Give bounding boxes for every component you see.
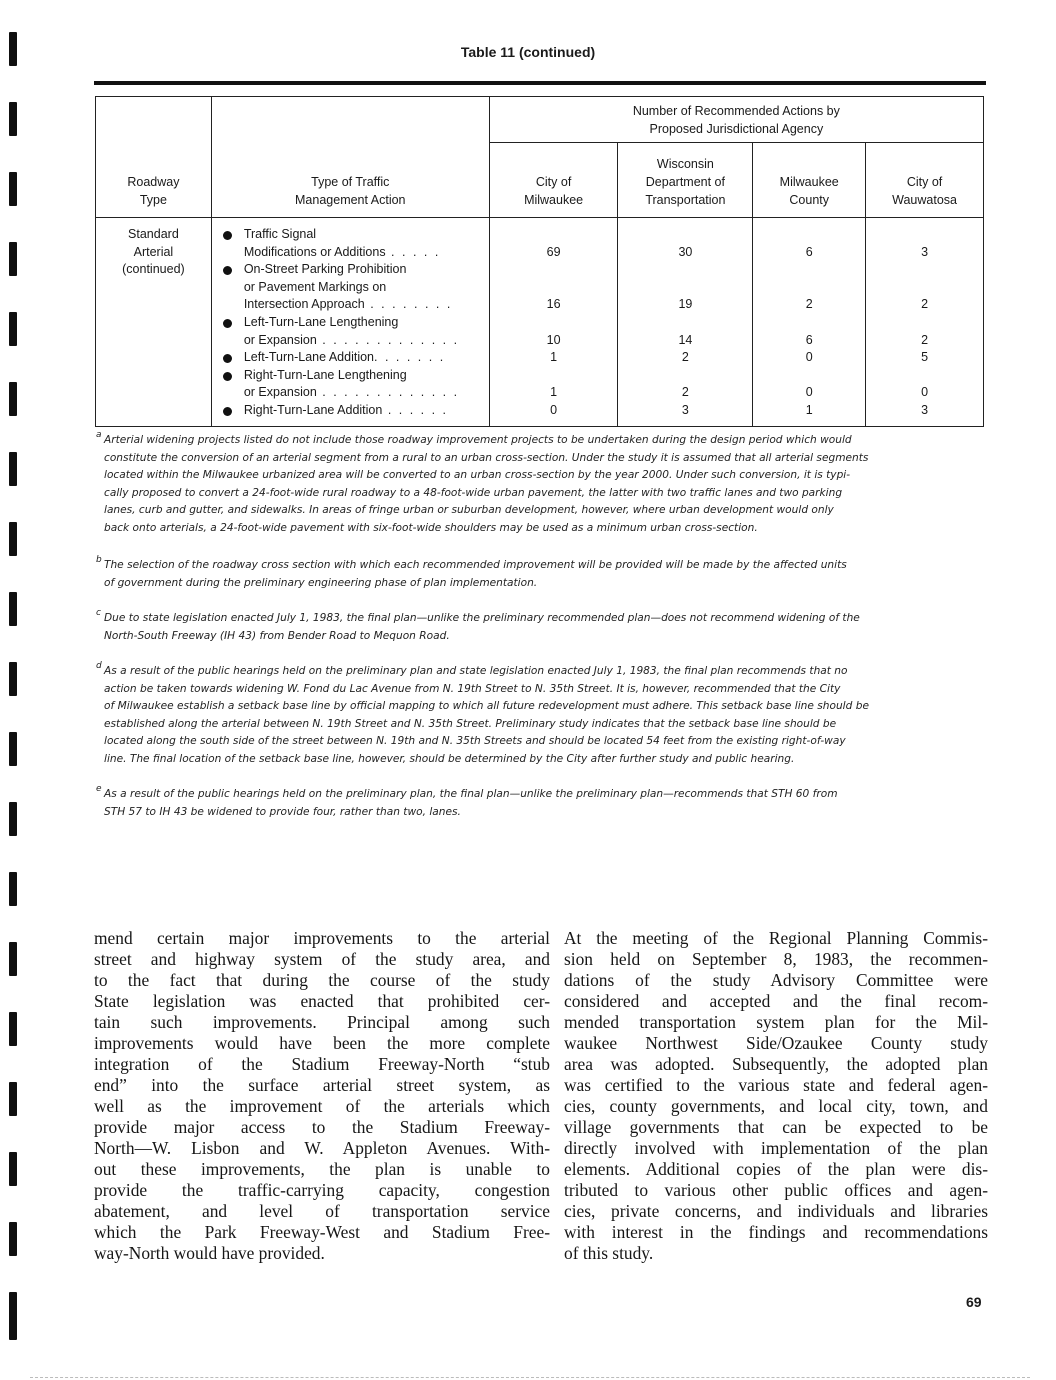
value-cell [490,226,618,244]
header-line: Wauwatosa [892,193,957,207]
dot-leader: . . . . . . . [374,350,446,365]
binder-mark [9,1012,17,1046]
action-text: or Pavement Markings on [243,279,387,294]
body-text-line: was certified to the various state and federal agen- [564,1075,988,1095]
header-line: Proposed Jurisdictional Agency [649,121,824,136]
value-cell [866,314,983,332]
body-text-line: At the meeting of the Regional Planning Commis- [564,928,988,948]
bullet-icon [223,354,232,363]
value-cell: 14 [678,332,693,347]
body-text-line: considered and accepted and the final recom- [564,991,988,1011]
binder-mark [9,942,17,976]
body-text-line: integration of the Stadium Freeway-North “stub [94,1054,550,1074]
body-text-right-column [564,928,988,1264]
binder-mark [9,172,17,206]
action-line [212,261,489,279]
action-line [212,314,489,332]
bullet-icon [223,266,232,275]
roadway-type-cell [96,218,212,427]
value-cell [753,367,865,385]
value-cell [753,261,865,279]
binder-mark [9,802,17,836]
value-cell: 3 [921,244,929,259]
values-wisdot [618,218,753,427]
binder-mark [9,382,17,416]
action-text: Modifications or Additions [243,244,386,259]
action-line [212,402,489,420]
footnote-line: As a result of the public hearings held on the preliminary plan, the final plan—unlike the preliminary plan—recommends that STH 60 from [104,788,838,800]
dot-leader: . . . . . . [382,402,449,417]
header-line: Type of Traffic [311,175,390,189]
value-cell [618,279,752,297]
value-cell [866,261,983,279]
value-cell [490,367,618,385]
header-line: Roadway [127,175,180,189]
value-cell: 0 [805,385,813,400]
header-line: Department of [645,175,725,189]
body-text-line: abatement, and level of transportation service [94,1201,550,1221]
value-cell: 3 [921,402,929,417]
action-line [212,296,489,314]
body-text-line: to the fact that during the course of the study [94,970,550,990]
binder-mark [9,522,17,556]
header-line: Number of Recommended Actions by [632,103,840,118]
header-agency-group [489,97,983,143]
value-cell: 3 [681,402,689,417]
bullet-icon [223,372,232,381]
action-line [212,279,489,297]
value-cell: 6 [805,332,813,347]
action-line [212,367,489,385]
footnote-line: located within the Milwaukee urbanized area will be converted to an urban cross-section by the year 2000. Under such conversion, it is typi- [104,469,851,481]
header-line: Milwaukee [524,193,584,207]
header-action-type [211,97,489,218]
value-cell: 1 [550,385,558,400]
action-type-cell [211,218,489,427]
action-text: Left-Turn-Lane Lengthening [243,314,399,329]
value-cell: 0 [805,350,813,365]
body-text-line: sion held on September 8, 1983, the recommen- [564,949,988,969]
body-text-line: tain such improvements. Principal among such [94,1012,550,1032]
header-line: Wisconsin [656,157,714,171]
body-text-line: area was adopted. Subsequently, the adopted plan [564,1054,988,1074]
header-roadway-type [96,97,212,218]
value-cell: 5 [921,350,929,365]
action-line [212,349,489,367]
action-text: or Expansion [243,385,317,400]
footnote-line: of government during the preliminary engineering phase of plan implementation. [104,576,538,589]
value-cell: 69 [546,244,561,259]
footnote-line: North-South Freeway (IH 43) from Bender Road to Mequon Road. [104,629,450,642]
value-cell [866,279,983,297]
values-city-of-milwaukee [489,218,618,427]
footnote-mark: c [96,608,101,618]
body-text-line: end” into the surface arterial street system, as [94,1075,550,1095]
value-cell [866,367,983,385]
footnote [96,430,986,537]
body-text-left-column [94,928,550,1264]
binder-mark [9,1152,17,1186]
footnote-line: constitute the conversion of an arterial segment from a rural to an urban cross-section. Under the study it is assumed that all arterial segments [104,451,869,464]
footnote [96,784,986,821]
value-cell [866,226,983,244]
footnote-line: established along the arterial between N. 19th Street and N. 35th Street. Preliminary study indicates that the setback base line should be [104,717,837,730]
value-cell: 16 [546,297,561,312]
footnote [96,608,986,645]
footnote-line: line. The final location of the setback base line, however, should be determined by the City after further study and public hearing. [104,752,795,765]
footnote-mark: a [96,430,102,440]
body-text-line: well as the improvement of the arterials which [94,1096,550,1116]
action-text: or Expansion [243,332,317,347]
header-wisdot [618,143,753,218]
bullet-icon [223,407,232,416]
footnote [96,661,986,768]
header-line: Milwaukee [779,175,839,189]
action-line [212,332,489,350]
body-text-line: cies, private concerns, and individuals and libraries [564,1201,988,1221]
header-line: Transportation [645,193,726,207]
binder-mark [9,592,17,626]
values-milwaukee-county [753,218,866,427]
body-text-line: way-North would have provided. [94,1243,325,1263]
action-text: Right-Turn-Lane Lengthening [243,367,407,382]
value-cell: 0 [550,402,558,417]
body-text-line: which the Park Freeway-West and Stadium Free- [94,1222,550,1242]
body-text-line: mended transportation system plan for the Mil- [564,1012,988,1032]
footnote-line: As a result of the public hearings held on the preliminary plan and state legislation enacted July 1, 1983, the final plan recommends that no [104,665,848,677]
value-cell: 10 [546,332,561,347]
header-line: County [789,193,830,207]
binder-mark [9,312,17,346]
footnote-line: cally proposed to convert a 24-foot-wide rural roadway to a 48-foot-wide urban pavement, the latter with two traffic lanes and two parking [104,486,843,499]
body-text-line: elements. Additional copies of the plan were dis- [564,1159,988,1179]
footnote-mark: b [96,555,102,565]
action-text: On-Street Parking Prohibition [243,262,407,277]
header-line: City of [535,175,572,189]
data-table [95,96,984,427]
roadway-type-line: Arterial [133,244,174,259]
value-cell: 2 [681,385,689,400]
header-city-of-wauwatosa [866,143,984,218]
header-city-of-milwaukee [489,143,618,218]
footnote-line: action be taken towards widening W. Fond du Lac Avenue from N. 19th Street to N. 35th Street. It is, however, recommended that the City [104,682,841,695]
body-text-line: dations of the study Advisory Committee were [564,970,988,990]
binder-mark [9,452,17,486]
binder-mark [9,662,17,696]
dot-leader: . . . . . . . . . . . . . [316,385,460,400]
binder-mark [9,1292,17,1340]
body-text-line: mend certain major improvements to the arterial [94,928,550,948]
body-text-line: provide major access to the Stadium Freeway- [94,1117,550,1137]
value-cell [753,226,865,244]
roadway-type-line: Standard [128,227,179,241]
value-cell [618,367,752,385]
footnote-line: located along the south side of the street between N. 19th and N. 35th Streets and should be located 54 feet from the existing right-of-way [104,735,846,747]
value-cell: 2 [921,297,929,312]
header-milwaukee-county [753,143,866,218]
body-text-line: of this study. [564,1243,654,1263]
bullet-icon [223,319,232,328]
table-top-rule [94,81,986,85]
value-cell [753,279,865,297]
body-text-line: provide the traffic-carrying capacity, congestion [94,1180,550,1200]
binder-mark [9,1082,17,1116]
footnote-mark: d [96,661,102,671]
footnote [96,555,986,592]
dot-leader: . . . . . . . . . . . . . [316,332,460,347]
value-cell: 30 [678,244,693,259]
footnote-mark: e [96,784,102,794]
binder-mark [9,1222,17,1256]
action-text: Intersection Approach [243,297,365,312]
body-text-line: waukee Northwest Side/Ozaukee County study [564,1033,988,1053]
footnote-line: lanes, curb and gutter, and sidewalks. In areas of fringe urban or suburban development, however, where urban development would only [104,504,834,516]
value-cell: 1 [805,402,813,417]
action-line [212,226,489,244]
dot-leader: . . . . . [385,244,441,259]
binder-mark [9,102,17,136]
value-cell [618,314,752,332]
value-cell: 2 [681,350,689,365]
footnote-line: Due to state legislation enacted July 1, 1983, the final plan—unlike the preliminary recommended plan—does not recommend widening of the [104,612,860,624]
binder-mark [9,732,17,766]
value-cell [490,261,618,279]
body-text-line: out these improvements, the plan is unable to [94,1159,550,1179]
value-cell [618,261,752,279]
footnote-line: The selection of the roadway cross section with which each recommended improvement will be provided will be made by the affected units [104,559,847,571]
header-line: Management Action [295,193,406,207]
binder-mark [9,872,17,906]
footnote-line: STH 57 to IH 43 be widened to provide four, rather than two, lanes. [104,805,461,818]
table-title: Table 11 (continued) [460,44,596,60]
body-text-line: improvements would have been the more complete [94,1033,550,1053]
header-line: Type [139,193,167,207]
body-text-line: cies, county governments, and local city, town, and [564,1096,988,1116]
header-line: City of [906,175,943,189]
page-number: 69 [966,1294,982,1310]
body-text-line: directly involved with implementation of the plan [564,1138,988,1158]
value-cell [753,314,865,332]
body-text-line: with interest in the findings and recommendations [564,1222,988,1242]
action-line [212,244,489,262]
value-cell: 1 [550,350,558,365]
values-city-of-wauwatosa [866,218,984,427]
action-line [212,384,489,402]
value-cell [618,226,752,244]
action-text: Traffic Signal [243,227,317,241]
footnote-line: back onto arterials, a 24-foot-wide pavement with six-foot-wide shoulders may be used as a minimum urban cross-section. [104,521,758,534]
footnote-line: of Milwaukee establish a setback base line by official mapping to which all future redevelopment must adhere. This setback base line should be [104,700,869,712]
roadway-type-line: (continued) [122,262,185,277]
body-text-line: State legislation was enacted that prohibited cer- [94,991,550,1011]
value-cell: 0 [921,385,929,400]
value-cell: 6 [805,244,813,259]
value-cell: 19 [678,297,693,312]
footnote-line: Arterial widening projects listed do not include those roadway improvement projects to be undertaken during the design period which would [104,434,852,446]
body-text-line: North—W. Lisbon and W. Appleton Avenues. With- [94,1138,550,1158]
value-cell: 2 [805,297,813,312]
value-cell: 2 [921,332,929,347]
value-cell [490,279,618,297]
dot-leader: . . . . . . . . [364,297,453,312]
body-text-line: tributed to various other public offices and agen- [564,1180,988,1200]
scan-edge-rule [30,1377,1030,1378]
value-cell [490,314,618,332]
action-text: Left-Turn-Lane Addition [243,350,375,365]
body-text-line: street and highway system of the study area, and [94,949,550,969]
binder-mark [9,242,17,276]
bullet-icon [223,231,232,240]
action-text: Right-Turn-Lane Addition [243,402,383,417]
body-text-line: village governments that can be expected to be [564,1117,988,1137]
